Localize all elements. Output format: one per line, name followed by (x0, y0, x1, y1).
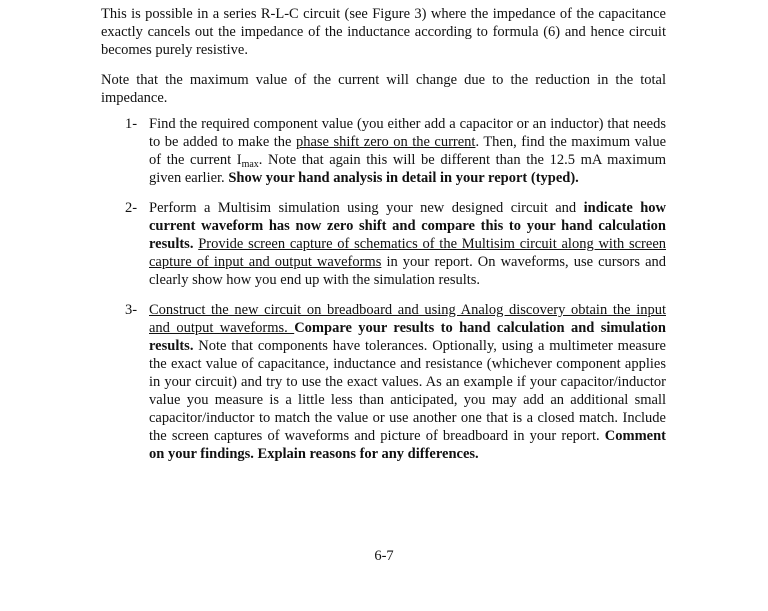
list-item-2 (101, 199, 666, 289)
item-text: in your report. On waveforms, use cursors and clearly show how you end up with the simulation results. (149, 254, 666, 288)
bold-text: Compare your results to hand calculation and simulation results. (149, 320, 667, 354)
item-text: . Note that again this will be different than the 12.5 mA maximum given earlier. (149, 152, 666, 186)
list-number: 3- (125, 302, 138, 318)
subscript-max: max (241, 159, 259, 170)
item-text: . Then, find the maximum value of the current I (149, 134, 667, 168)
list-item-3 (101, 301, 666, 463)
intro-paragraph: This is possible in a series R-L-C circuit (see Figure 3) where the impedance of the capacitance exactly cancels out the impedance of the inductance according to formula (6) and hence circuit becomes purely resistive. (101, 6, 666, 58)
underlined-text: Construct the new circuit on breadboard and using Analog discovery obtain the input and output waveforms. (149, 302, 666, 336)
list-number: 2- (125, 200, 138, 216)
bold-text: Comment on your findings. Explain reasons for any differences. (149, 428, 666, 462)
list-item-1 (101, 115, 666, 187)
item-text: Perform a Multisim simulation using your new designed circuit and (149, 200, 584, 216)
note-paragraph: Note that the maximum value of the current will change due to the reduction in the total impedance. (101, 72, 666, 106)
underlined-text: phase shift zero on the current (295, 134, 476, 150)
document-body (101, 5, 666, 475)
page-number: 6-7 (374, 548, 394, 564)
list-number: 1- (125, 116, 138, 132)
item-text: Note that components have tolerances. Optionally, using a multimeter measure the exact value of capacitance, inductance and resistance (whichever component applies in your circuit) and try to use the exact values. As an example if your capacitor/inductor value you measure is a little less than anticipated, you may add an additional small capacitor/inductor to match the value or use another one that is a closed match. Include the screen captures of waveforms and picture of breadboard in your report. (149, 338, 666, 444)
item-text: Find the required component value (you either add a capacitor or an inductor) that needs to be added to make the (149, 116, 666, 150)
bold-text: indicate how current waveform has now zero shift and compare this to your hand calculation results. (149, 200, 667, 252)
numbered-list (101, 115, 666, 463)
underlined-text: Provide screen capture of schematics of the Multisim circuit along with screen capture of input and output waveforms (149, 236, 667, 270)
bold-text: Show your hand analysis in detail in your report (typed). (228, 170, 579, 186)
